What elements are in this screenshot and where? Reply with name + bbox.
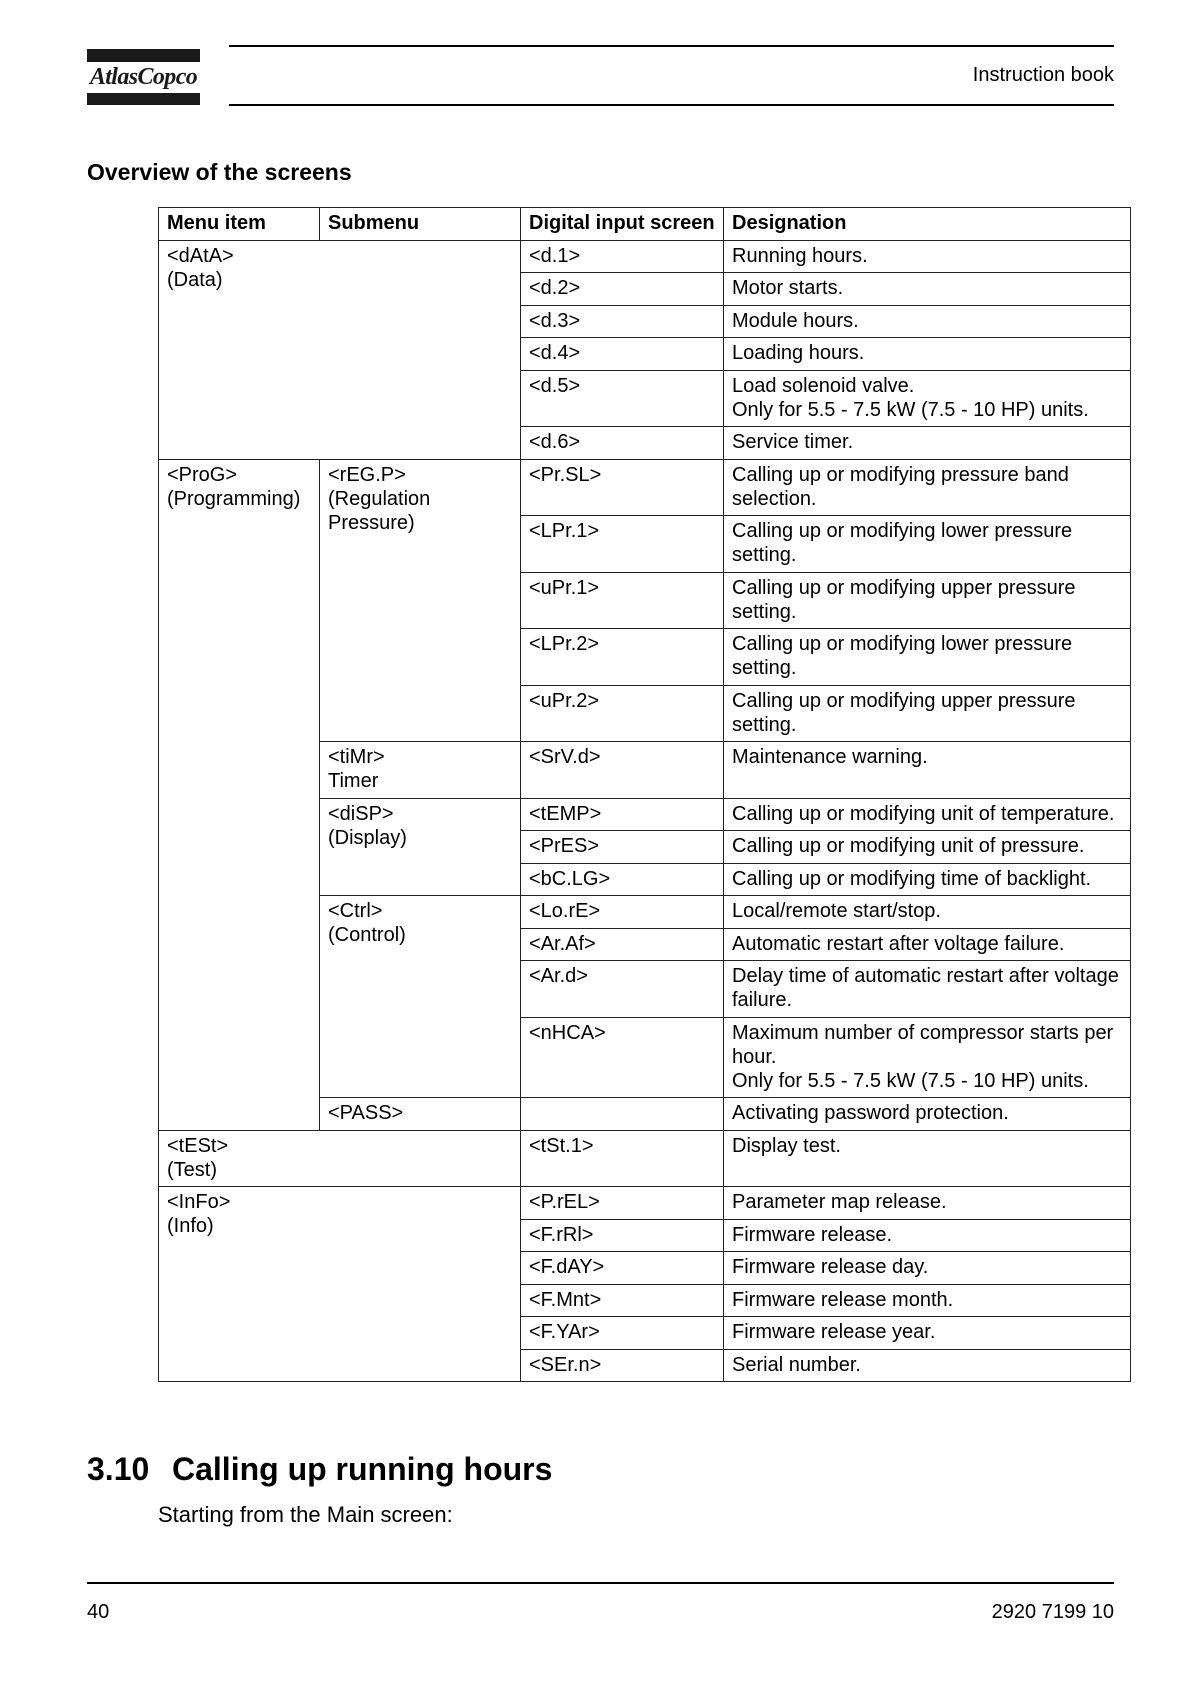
designation-cell: Firmware release year. xyxy=(724,1317,1131,1350)
document-type-label: Instruction book xyxy=(972,64,1114,86)
digital-input-screen-cell: <uPr.1> xyxy=(521,572,724,629)
designation-cell: Firmware release. xyxy=(724,1219,1131,1252)
designation-cell: Delay time of automatic restart after voltage failure. xyxy=(724,961,1131,1018)
digital-input-screen-cell: <d.6> xyxy=(521,427,724,460)
digital-input-screen-cell: <d.1> xyxy=(521,240,724,273)
designation-cell: Calling up or modifying upper pressure setting. xyxy=(724,685,1131,742)
designation-cell: Motor starts. xyxy=(724,273,1131,306)
column-header-submenu: Submenu xyxy=(320,208,521,241)
menu-item-cell: <InFo> (Info) xyxy=(159,1187,521,1382)
designation-cell: Calling up or modifying time of backlight. xyxy=(724,863,1131,896)
digital-input-screen-cell: <Lo.rE> xyxy=(521,896,724,929)
designation-cell: Automatic restart after voltage failure. xyxy=(724,928,1131,961)
digital-input-screen-cell: <SrV.d> xyxy=(521,742,724,799)
digital-input-screen-cell: <d.4> xyxy=(521,338,724,371)
logo-bar-bottom xyxy=(87,93,200,105)
designation-cell: Maximum number of compressor starts per hour. Only for 5.5 - 7.5 kW (7.5 - 10 HP) units. xyxy=(724,1017,1131,1098)
designation-cell: Parameter map release. xyxy=(724,1187,1131,1220)
designation-cell: Firmware release day. xyxy=(724,1252,1131,1285)
logo-wordmark: AtlasCopco xyxy=(89,64,198,90)
digital-input-screen-cell: <F.dAY> xyxy=(521,1252,724,1285)
header-bottom-rule xyxy=(229,104,1114,106)
atlas-copco-logo xyxy=(87,49,200,105)
column-header-designation: Designation xyxy=(724,208,1131,241)
document-number: 2920 7199 10 xyxy=(991,1601,1114,1623)
designation-cell: Calling up or modifying pressure band selection. xyxy=(724,459,1131,516)
screens-table xyxy=(158,207,1131,1382)
digital-input-screen-cell: <tEMP> xyxy=(521,798,724,831)
submenu-cell: <tiMr> Timer xyxy=(320,742,521,799)
menu-item-cell: <dAtA> (Data) xyxy=(159,240,521,459)
digital-input-screen-cell: <P.rEL> xyxy=(521,1187,724,1220)
header-top-rule xyxy=(229,45,1114,47)
designation-cell: Maintenance warning. xyxy=(724,742,1131,799)
digital-input-screen-cell: <bC.LG> xyxy=(521,863,724,896)
section-number: 3.10 xyxy=(87,1451,150,1487)
digital-input-screen-cell: <uPr.2> xyxy=(521,685,724,742)
designation-cell: Local/remote start/stop. xyxy=(724,896,1131,929)
digital-input-screen-cell: <tSt.1> xyxy=(521,1130,724,1187)
designation-cell: Service timer. xyxy=(724,427,1131,460)
digital-input-screen-cell: <nHCA> xyxy=(521,1017,724,1098)
submenu-cell: <rEG.P> (Regulation Pressure) xyxy=(320,459,521,742)
footer-rule xyxy=(87,1582,1114,1584)
designation-cell: Calling up or modifying lower pressure setting. xyxy=(724,516,1131,573)
digital-input-screen-cell: <LPr.2> xyxy=(521,629,724,686)
designation-cell: Calling up or modifying unit of temperature. xyxy=(724,798,1131,831)
designation-cell: Load solenoid valve. Only for 5.5 - 7.5 kW (7.5 - 10 HP) units. xyxy=(724,370,1131,427)
digital-input-screen-cell: <F.Mnt> xyxy=(521,1284,724,1317)
designation-cell: Calling up or modifying upper pressure setting. xyxy=(724,572,1131,629)
designation-cell: Running hours. xyxy=(724,240,1131,273)
column-header-digital-input-screen: Digital input screen xyxy=(521,208,724,241)
table-row xyxy=(159,240,1131,273)
designation-cell: Serial number. xyxy=(724,1349,1131,1382)
digital-input-screen-cell: <PrES> xyxy=(521,831,724,864)
digital-input-screen-cell: <d.5> xyxy=(521,370,724,427)
submenu-cell: <PASS> xyxy=(320,1098,521,1131)
digital-input-screen-cell: <Ar.Af> xyxy=(521,928,724,961)
designation-cell: Firmware release month. xyxy=(724,1284,1131,1317)
designation-cell: Activating password protection. xyxy=(724,1098,1131,1131)
designation-cell: Loading hours. xyxy=(724,338,1131,371)
table-header-row xyxy=(159,208,1131,241)
digital-input-screen-cell-empty xyxy=(521,1098,724,1131)
designation-cell: Calling up or modifying lower pressure setting. xyxy=(724,629,1131,686)
section-title: Calling up running hours xyxy=(172,1451,553,1487)
designation-cell: Display test. xyxy=(724,1130,1131,1187)
digital-input-screen-cell: <Ar.d> xyxy=(521,961,724,1018)
designation-cell: Module hours. xyxy=(724,305,1131,338)
digital-input-screen-cell: <Pr.SL> xyxy=(521,459,724,516)
page-number: 40 xyxy=(87,1601,110,1623)
menu-item-cell: <tESt> (Test) xyxy=(159,1130,521,1187)
digital-input-screen-cell: <LPr.1> xyxy=(521,516,724,573)
submenu-cell: <diSP> (Display) xyxy=(320,798,521,896)
column-header-menu-item: Menu item xyxy=(159,208,320,241)
table-row xyxy=(159,1130,1131,1187)
digital-input-screen-cell: <F.YAr> xyxy=(521,1317,724,1350)
digital-input-screen-cell: <SEr.n> xyxy=(521,1349,724,1382)
section-intro-text: Starting from the Main screen: xyxy=(158,1502,453,1527)
menu-item-cell: <ProG> (Programming) xyxy=(159,459,320,1130)
table-row xyxy=(159,459,1131,516)
overview-heading: Overview of the screens xyxy=(87,159,352,185)
logo-bar-top xyxy=(87,49,200,62)
digital-input-screen-cell: <d.3> xyxy=(521,305,724,338)
digital-input-screen-cell: <d.2> xyxy=(521,273,724,306)
digital-input-screen-cell: <F.rRl> xyxy=(521,1219,724,1252)
table-row xyxy=(159,1187,1131,1220)
designation-cell: Calling up or modifying unit of pressure. xyxy=(724,831,1131,864)
submenu-cell: <Ctrl> (Control) xyxy=(320,896,521,1098)
